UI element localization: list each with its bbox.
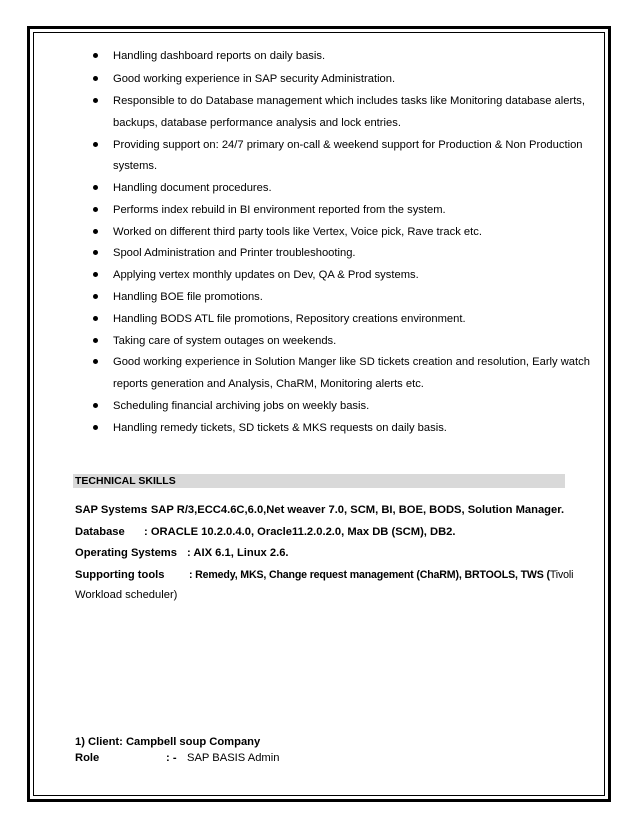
- bullet-dot: [93, 316, 98, 321]
- bullet-item: Applying vertex monthly updates on Dev, QA & Prod systems.: [113, 269, 419, 281]
- sap-systems-value: : SAP R/3,ECC4.6C,6.0,Net weaver 7.0, SCM, BI, BOE, BODS, Solution Manager.: [144, 504, 565, 516]
- bullet-item: Handling dashboard reports on daily basis.: [113, 50, 326, 62]
- bullet-item-continued: backups, database performance analysis and lock entries.: [113, 117, 401, 129]
- sap-systems-label: SAP Systems: [75, 504, 147, 516]
- bullet-dot: [93, 229, 98, 234]
- tools-value-line2: Workload scheduler): [75, 589, 178, 601]
- tools-value-main: : Remedy, MKS, Change request management (ChaRM), BRTOOLS, TWS (: [189, 569, 550, 581]
- bullet-item: Providing support on: 24/7 primary on-call & weekend support for Production & Non Production: [113, 139, 583, 151]
- tools-value-tail: Tivoli: [549, 569, 574, 581]
- bullet-item: Scheduling financial archiving jobs on weekly basis.: [113, 400, 370, 412]
- bullet-item: Taking care of system outages on weekends.: [113, 335, 337, 347]
- bullet-item: Handling BOE file promotions.: [113, 291, 263, 303]
- bullet-dot: [93, 359, 98, 364]
- os-value: : AIX 6.1, Linux 2.6.: [187, 547, 289, 559]
- bullet-dot: [93, 76, 98, 81]
- bullet-item: Handling BODS ATL file promotions, Repository creations environment.: [113, 313, 466, 325]
- bullet-dot: [93, 338, 98, 343]
- bullet-item: Responsible to do Database management which includes tasks like Monitoring database alerts,: [113, 95, 586, 107]
- bullet-dot: [93, 294, 98, 299]
- role-label: Role: [75, 752, 100, 764]
- tools-value: [189, 568, 573, 582]
- role-separator: : -: [166, 752, 177, 764]
- bullet-item-continued: systems.: [113, 160, 158, 172]
- bullet-item-continued: reports generation and Analysis, ChaRM, Monitoring alerts etc.: [113, 378, 424, 390]
- bullet-item: Performs index rebuild in BI environment reported from the system.: [113, 204, 446, 216]
- bullet-dot: [93, 142, 98, 147]
- database-value: : ORACLE 10.2.0.4.0, Oracle11.2.0.2.0, Max DB (SCM), DB2.: [144, 526, 456, 538]
- client-heading: 1) Client: Campbell soup Company: [75, 736, 261, 748]
- role-value: SAP BASIS Admin: [187, 752, 280, 764]
- database-label: Database: [75, 526, 125, 538]
- bullet-dot: [93, 272, 98, 277]
- bullet-dot: [93, 53, 98, 58]
- bullet-dot: [93, 403, 98, 408]
- bullet-item: Handling remedy tickets, SD tickets & MKS requests on daily basis.: [113, 422, 447, 434]
- bullet-item: Good working experience in Solution Manger like SD tickets creation and resolution, Early watch: [113, 356, 590, 368]
- bullet-dot: [93, 425, 98, 430]
- bullet-item: Good working experience in SAP security Administration.: [113, 73, 396, 85]
- section-title-technical-skills: TECHNICAL SKILLS: [75, 475, 176, 487]
- os-label: Operating Systems: [75, 547, 177, 559]
- tools-label: Supporting tools: [75, 569, 165, 581]
- bullet-dot: [93, 185, 98, 190]
- bullet-item: Worked on different third party tools like Vertex, Voice pick, Rave track etc.: [113, 226, 482, 238]
- bullet-dot: [93, 250, 98, 255]
- bullet-dot: [93, 98, 98, 103]
- bullet-item: Spool Administration and Printer troubleshooting.: [113, 247, 356, 259]
- bullet-dot: [93, 207, 98, 212]
- bullet-item: Handling document procedures.: [113, 182, 272, 194]
